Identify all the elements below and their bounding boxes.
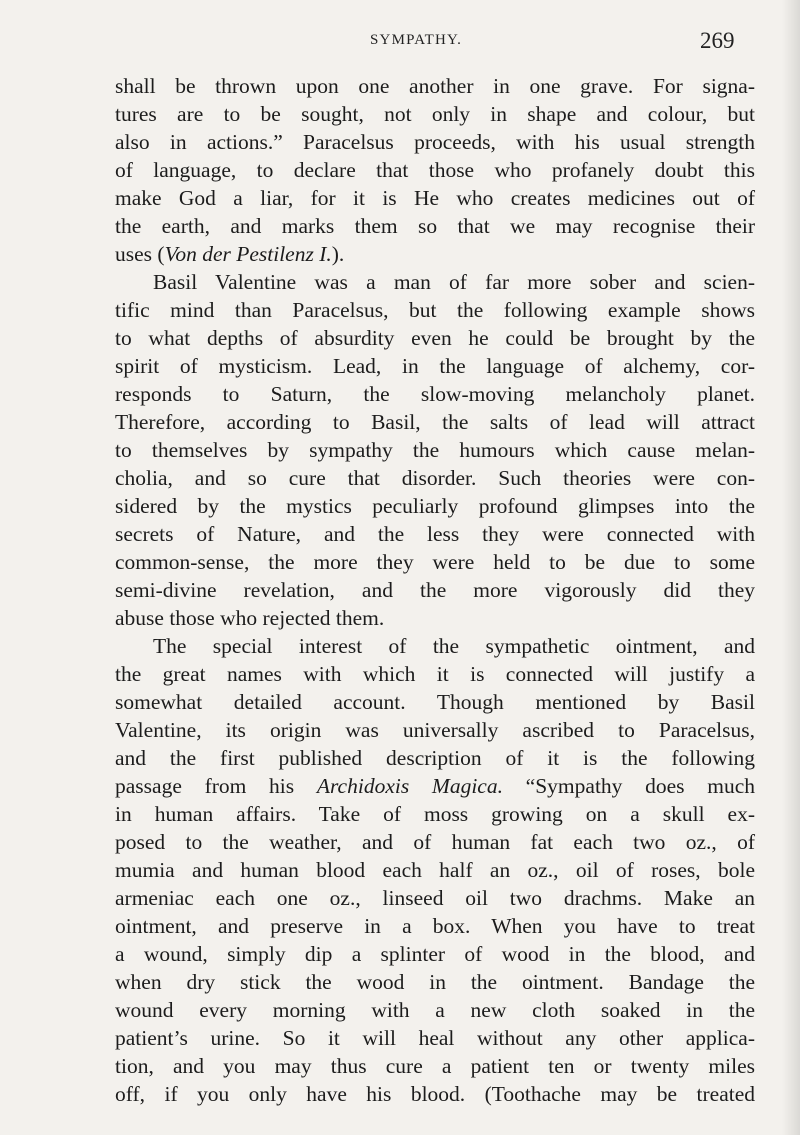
text-line: Basil Valentine was a man of far more sober and scien- <box>153 270 755 294</box>
paragraph <box>115 268 755 632</box>
text-segment: uses ( <box>115 242 165 266</box>
text-line: abuse those who rejected them. <box>115 606 385 630</box>
text-segment: “Sympathy does much <box>502 774 755 798</box>
paragraph <box>115 72 755 268</box>
text-line: The special interest of the sympathetic ointment, and <box>153 634 755 658</box>
text-line: the great names with which it is connected will justify a <box>115 662 755 686</box>
body-text <box>115 72 755 1108</box>
text-line: the earth, and marks them so that we may recognise their <box>115 214 755 238</box>
text-line: wound every morning with a new cloth soaked in the <box>115 998 755 1022</box>
text-line: shall be thrown upon one another in one grave. For signa- <box>115 74 755 98</box>
text-line: a wound, simply dip a splinter of wood in the blood, and <box>115 942 755 966</box>
text-line: patient’s urine. So it will heal without any other applica- <box>115 1026 755 1050</box>
page-number: 269 <box>700 28 735 53</box>
text-line: also in actions.” Paracelsus proceeds, with his usual strength <box>115 130 755 154</box>
text-line: to themselves by sympathy the humours which cause melan- <box>115 438 755 462</box>
text-line: Valentine, its origin was universally ascribed to Paracelsus, <box>115 718 755 742</box>
citation-title: Von der Pestilenz I. <box>164 242 332 266</box>
text-line: when dry stick the wood in the ointment. Bandage the <box>115 970 755 994</box>
text-line: somewhat detailed account. Though mentioned by Basil <box>115 690 755 714</box>
running-head <box>0 28 800 60</box>
text-line: spirit of mysticism. Lead, in the language of alchemy, cor- <box>115 354 755 378</box>
text-line <box>115 772 755 800</box>
running-title: SYMPATHY. <box>370 32 463 48</box>
text-line: make God a liar, for it is He who creates medicines out of <box>115 186 755 210</box>
text-line: in human affairs. Take of moss growing on a skull ex- <box>115 802 755 826</box>
text-line: posed to the weather, and of human fat each two oz., of <box>115 830 755 854</box>
text-line: responds to Saturn, the slow-moving melancholy planet. <box>115 382 755 406</box>
paragraph <box>115 632 755 1108</box>
text-line: to what depths of absurdity even he could be brought by the <box>115 326 755 350</box>
text-line: armeniac each one oz., linseed oil two drachms. Make an <box>115 886 755 910</box>
text-line: of language, to declare that those who profanely doubt this <box>115 158 755 182</box>
text-line: and the first published description of it is the following <box>115 746 755 770</box>
text-line: tures are to be sought, not only in shape and colour, but <box>115 102 755 126</box>
text-segment: passage from his <box>115 774 317 798</box>
text-line: cholia, and so cure that disorder. Such theories were con- <box>115 466 755 490</box>
text-line: semi-divine revelation, and the more vigorously did they <box>115 578 755 602</box>
text-line: mumia and human blood each half an oz., oil of roses, bole <box>115 858 755 882</box>
text-line: sidered by the mystics peculiarly profound glimpses into the <box>115 494 755 518</box>
text-line: secrets of Nature, and the less they were connected with <box>115 522 755 546</box>
text-segment: ). <box>331 242 345 266</box>
citation-title: Archidoxis Magica. <box>316 774 503 798</box>
text-line: tific mind than Paracelsus, but the following example shows <box>115 298 755 322</box>
text-line: ointment, and preserve in a box. When you have to treat <box>115 914 755 938</box>
text-line <box>115 240 755 268</box>
text-line: common-sense, the more they were held to be due to some <box>115 550 755 574</box>
text-line: Therefore, according to Basil, the salts of lead will attract <box>115 410 755 434</box>
text-line: tion, and you may thus cure a patient ten or twenty miles <box>115 1054 755 1078</box>
text-line: off, if you only have his blood. (Toothache may be treated <box>115 1082 755 1106</box>
